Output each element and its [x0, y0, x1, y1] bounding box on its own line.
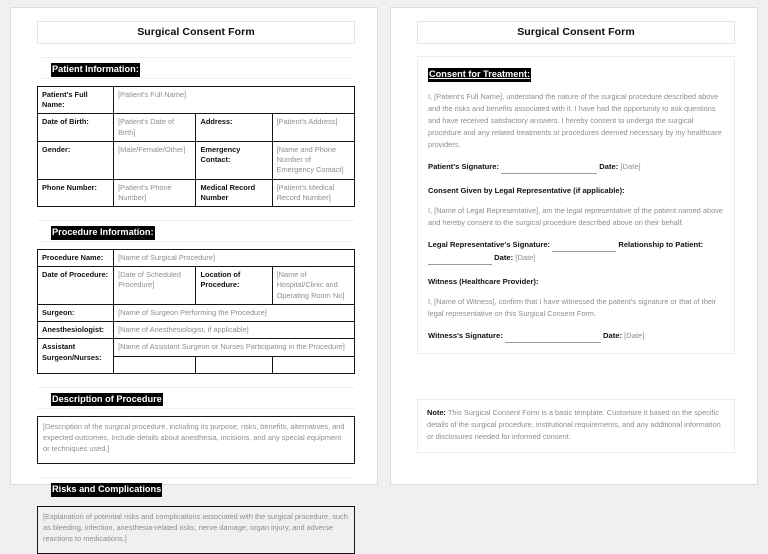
procedure-name-label: Procedure Name:	[38, 249, 114, 266]
legal-representative-date-value[interactable]: [Date]	[515, 253, 536, 263]
section-heading-risks-and-complications	[37, 477, 355, 499]
risks-and-complications-textbox[interactable]: [Explanation of potential risks and complications associated with the surgical procedure, such as bleeding, infection, anesthesia-related risks, nerve damage, organ injury, and adverse reactions to medications.]	[37, 506, 355, 554]
witness-date-label: Date:	[603, 331, 622, 341]
witness-signature-label: Witness's Signature:	[428, 331, 503, 341]
gender-label: Gender:	[38, 141, 114, 179]
anesthesiologist-label: Anesthesiologist:	[38, 322, 114, 339]
procedure-name-value[interactable]: [Name of Surgical Procedure]	[114, 249, 355, 266]
witness-heading: Witness (Healthcare Provider):	[428, 277, 539, 286]
surgeon-label: Surgeon:	[38, 304, 114, 321]
address-value[interactable]: [Patient's Address]	[272, 114, 354, 141]
note-text: This Surgical Consent Form is a basic template. Customize it based on the specific details of the surgical procedure, institutional requirements, and any additional information or disclosures needed for informed consent.	[427, 408, 721, 442]
anesthesiologist-value[interactable]: [Name of Anesthesiologist, if applicable]	[114, 322, 355, 339]
table-row	[38, 114, 355, 141]
consent-for-treatment-panel	[417, 56, 735, 354]
address-label: Address:	[196, 114, 272, 141]
section-heading-label: Patient Information:	[51, 63, 140, 77]
patient-information-table	[37, 86, 355, 207]
note-label: Note:	[427, 408, 446, 418]
section-heading-label: Risks and Complications	[51, 483, 162, 497]
witness-paragraph: I, [Name of Witness], confirm that I have witnessed the patient's signature or that of their legal representative on this Surgical Consent Form.	[428, 297, 717, 319]
section-heading-patient-information	[37, 57, 355, 79]
patient-consent-paragraph: I, [Patient's Full Name], understand the nature of the surgical procedure described above and the risks and benefits associated with it. I have had the opportunity to ask questions and have received satisfactory answers. I hereby consent to undergo the surgical procedure and any related treatments or procedures deemed necessary by my healthcare providers.	[428, 92, 722, 149]
table-row	[38, 267, 355, 305]
table-row	[38, 304, 355, 321]
date-of-birth-label: Date of Birth:	[38, 114, 114, 141]
location-of-procedure-value[interactable]: [Name of Hospital/Clinic and Operating Room No]	[272, 267, 354, 305]
date-of-procedure-value[interactable]: [Date of Scheduled Procedure]	[114, 267, 196, 305]
table-row	[38, 141, 355, 179]
patient-date-value[interactable]: [Date]	[620, 161, 641, 171]
table-row	[38, 249, 355, 266]
empty-cell-2[interactable]	[196, 356, 272, 373]
assistant-surgeon-nurses-value[interactable]: [Name of Assistant Surgeon or Nurses Participating in the Procedure]	[114, 339, 355, 356]
relationship-to-patient-label: Relationship to Patient:	[618, 240, 704, 250]
legal-representative-heading: Consent Given by Legal Representative (if applicable):	[428, 185, 625, 195]
page-title: Surgical Consent Form	[417, 21, 735, 44]
emergency-contact-value[interactable]: [Name and Phone Number of Emergency Contact]	[272, 141, 354, 179]
patient-signature-line	[428, 161, 724, 174]
section-heading-procedure-information	[37, 220, 355, 242]
table-row	[38, 339, 355, 356]
empty-cell-3[interactable]	[272, 356, 354, 373]
legal-representative-date-label: Date:	[494, 253, 514, 263]
medical-record-number-value[interactable]: [Patient's Medical Record Number]	[272, 179, 354, 206]
witness-date-value[interactable]: [Date]	[624, 331, 645, 341]
section-heading-description-of-procedure	[37, 387, 355, 409]
witness-signature-field[interactable]	[505, 334, 601, 343]
legal-representative-signature-label: Legal Representative's Signature:	[428, 240, 551, 250]
table-row	[38, 179, 355, 206]
description-of-procedure-textbox[interactable]: [Description of the surgical procedure, including its purpose, risks, benefits, alternatives, and expected outcomes. Include details about anesthesia, incisions, and any special equipment or techniques used.]	[37, 416, 355, 464]
phone-number-value[interactable]: [Patient's Phone Number]	[114, 179, 196, 206]
patient-date-label: Date:	[599, 161, 619, 171]
legal-representative-signature-line	[428, 239, 724, 265]
date-of-procedure-label: Date of Procedure:	[38, 267, 114, 305]
surgeon-value[interactable]: [Name of Surgeon Performing the Procedure]	[114, 304, 355, 321]
table-row	[38, 87, 355, 114]
patient-signature-field[interactable]	[501, 165, 597, 174]
medical-record-number-label: Medical Record Number	[196, 179, 272, 206]
date-of-birth-value[interactable]: [Patient's Date of Birth]	[114, 114, 196, 141]
legal-representative-paragraph: I, [Name of Legal Representative], am the legal representative of the patient named above and hereby consent to the surgical procedure described above on their behalf.	[428, 206, 723, 228]
note-box	[417, 399, 735, 453]
section-heading-consent-for-treatment: Consent for Treatment:	[428, 68, 531, 82]
section-heading-label: Description of Procedure	[51, 393, 163, 407]
patient-full-name-value[interactable]: [Patient's Full Name]	[114, 87, 355, 114]
page-title: Surgical Consent Form	[37, 21, 355, 44]
table-row	[38, 322, 355, 339]
emergency-contact-label: Emergency Contact:	[196, 141, 272, 179]
legal-representative-signature-field[interactable]	[552, 243, 616, 252]
document-page-2	[390, 7, 758, 485]
empty-cell-1[interactable]	[114, 356, 196, 373]
procedure-information-table	[37, 249, 355, 374]
location-of-procedure-label: Location of Procedure:	[196, 267, 272, 305]
assistant-surgeon-nurses-label: Assistant Surgeon/Nurses:	[38, 339, 114, 373]
witness-signature-line	[428, 330, 724, 343]
document-page-1	[10, 7, 378, 544]
section-heading-label: Procedure Information:	[51, 226, 155, 240]
gender-value[interactable]: [Male/Female/Other]	[114, 141, 196, 179]
phone-number-label: Phone Number:	[38, 179, 114, 206]
patient-full-name-label: Patient's Full Name:	[38, 87, 114, 114]
relationship-to-patient-field[interactable]	[428, 256, 492, 265]
patient-signature-label: Patient's Signature:	[428, 161, 500, 171]
